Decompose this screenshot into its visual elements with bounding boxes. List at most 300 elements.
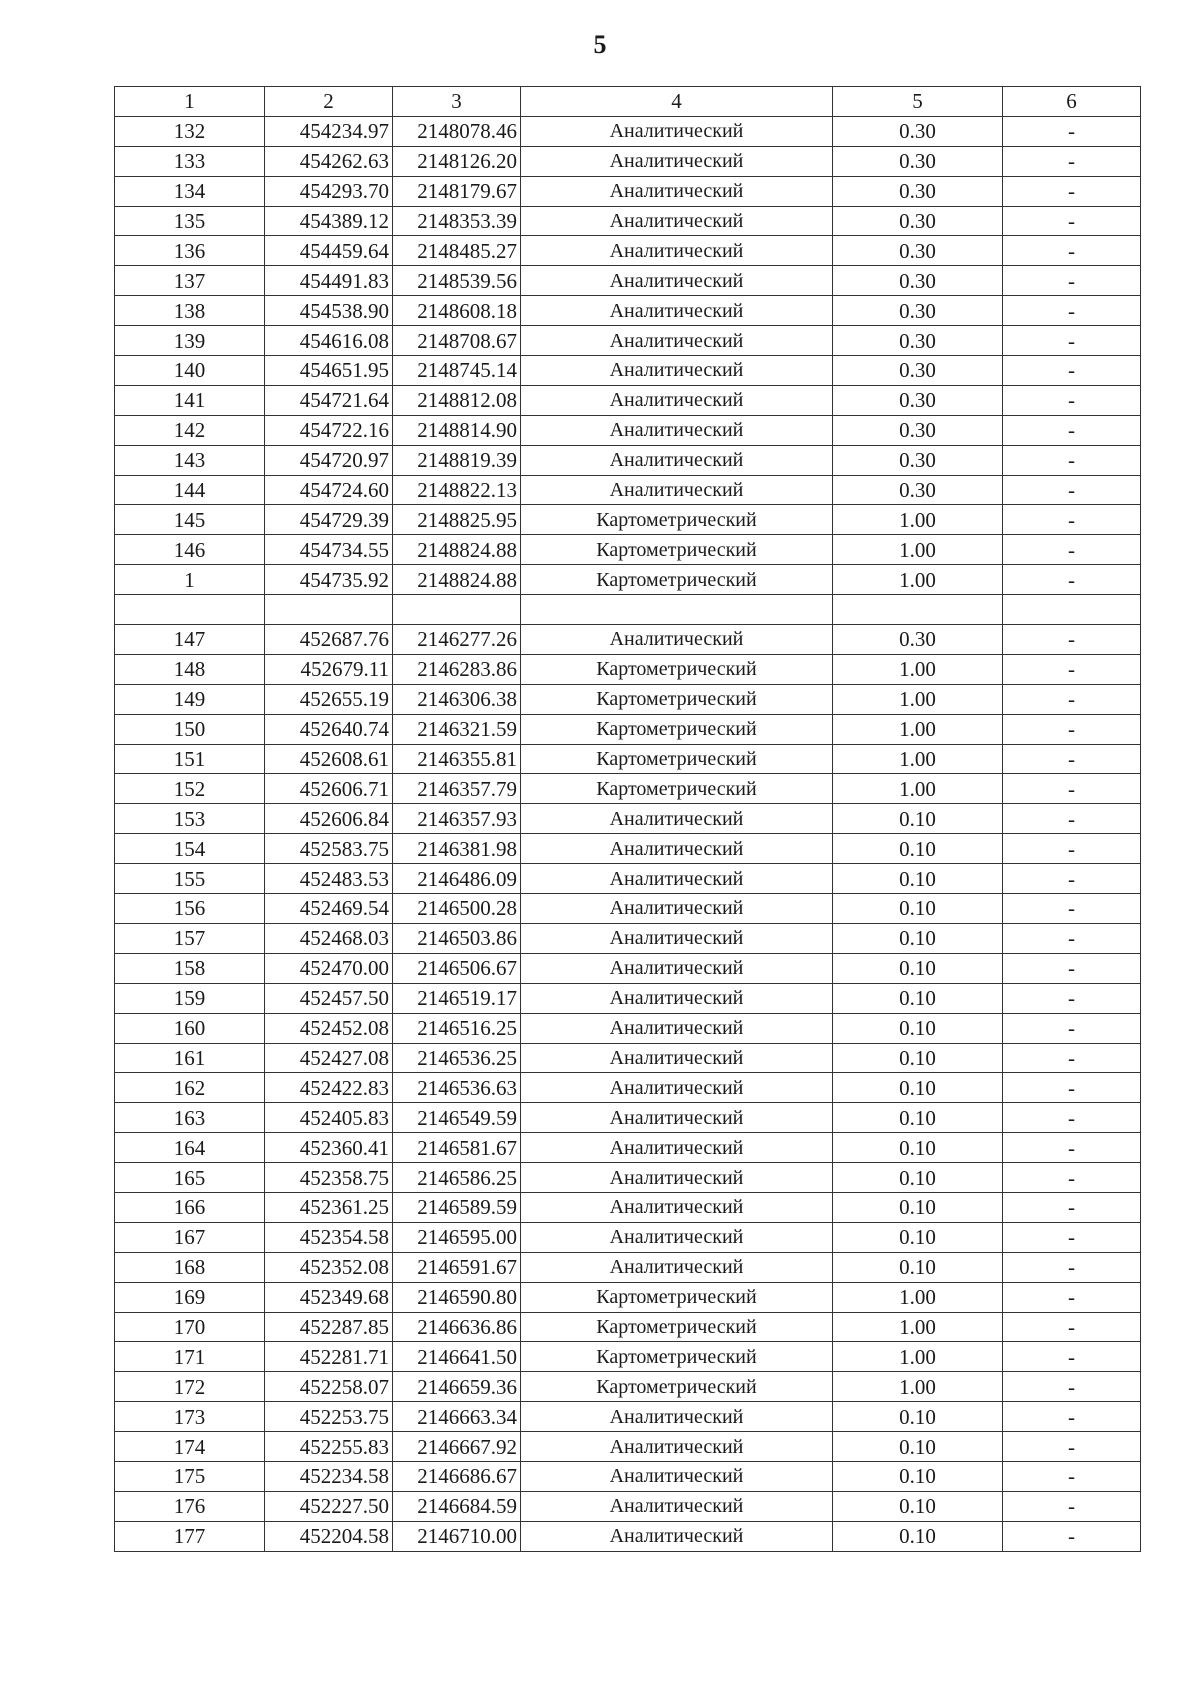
y-coordinate-cell: 2146486.09: [393, 864, 521, 894]
note-cell: -: [1003, 983, 1141, 1013]
point-number-cell: 143: [115, 445, 265, 475]
accuracy-cell: 0.10: [833, 894, 1003, 924]
accuracy-cell: 0.30: [833, 356, 1003, 386]
x-coordinate-cell: [265, 595, 393, 625]
point-number-cell: 139: [115, 326, 265, 356]
accuracy-cell: 0.30: [833, 146, 1003, 176]
table-row: [115, 1163, 1141, 1193]
x-coordinate-cell: 454616.08: [265, 326, 393, 356]
accuracy-cell: 0.10: [833, 1491, 1003, 1521]
y-coordinate-cell: 2148814.90: [393, 415, 521, 445]
accuracy-cell: 0.10: [833, 953, 1003, 983]
accuracy-cell: 0.10: [833, 1133, 1003, 1163]
table-row: [115, 684, 1141, 714]
x-coordinate-cell: 452405.83: [265, 1103, 393, 1133]
method-cell: Аналитический: [521, 296, 833, 326]
accuracy-cell: 0.10: [833, 1073, 1003, 1103]
table-row: [115, 236, 1141, 266]
table-row: [115, 1043, 1141, 1073]
method-cell: Аналитический: [521, 1043, 833, 1073]
note-cell: -: [1003, 1402, 1141, 1432]
point-number-cell: 151: [115, 744, 265, 774]
note-cell: -: [1003, 385, 1141, 415]
note-cell: -: [1003, 146, 1141, 176]
point-number-cell: 159: [115, 983, 265, 1013]
y-coordinate-cell: 2148824.88: [393, 535, 521, 565]
point-number-cell: 144: [115, 475, 265, 505]
method-cell: Аналитический: [521, 206, 833, 236]
method-cell: Аналитический: [521, 116, 833, 146]
y-coordinate-cell: 2148824.88: [393, 565, 521, 595]
x-coordinate-cell: 452427.08: [265, 1043, 393, 1073]
note-cell: -: [1003, 1043, 1141, 1073]
method-cell: Аналитический: [521, 1013, 833, 1043]
note-cell: -: [1003, 834, 1141, 864]
y-coordinate-cell: 2146516.25: [393, 1013, 521, 1043]
note-cell: -: [1003, 1342, 1141, 1372]
note-cell: -: [1003, 804, 1141, 834]
accuracy-cell: 0.10: [833, 1521, 1003, 1551]
x-coordinate-cell: 454293.70: [265, 176, 393, 206]
y-coordinate-cell: 2148745.14: [393, 356, 521, 386]
note-cell: -: [1003, 445, 1141, 475]
method-cell: Аналитический: [521, 894, 833, 924]
method-cell: Аналитический: [521, 1491, 833, 1521]
accuracy-cell: 1.00: [833, 1342, 1003, 1372]
method-cell: Аналитический: [521, 385, 833, 415]
x-coordinate-cell: 452483.53: [265, 864, 393, 894]
method-cell: Картометрический: [521, 535, 833, 565]
y-coordinate-cell: 2148825.95: [393, 505, 521, 535]
note-cell: -: [1003, 625, 1141, 655]
method-cell: Аналитический: [521, 1133, 833, 1163]
note-cell: -: [1003, 296, 1141, 326]
x-coordinate-cell: 452287.85: [265, 1312, 393, 1342]
table-row: [115, 953, 1141, 983]
table-row: [115, 1521, 1141, 1551]
header-col-3: 3: [393, 87, 521, 117]
point-number-cell: 175: [115, 1461, 265, 1491]
note-cell: -: [1003, 1282, 1141, 1312]
method-cell: Картометрический: [521, 505, 833, 535]
table-row: [115, 625, 1141, 655]
y-coordinate-cell: 2146591.67: [393, 1252, 521, 1282]
x-coordinate-cell: 452422.83: [265, 1073, 393, 1103]
point-number-cell: 169: [115, 1282, 265, 1312]
method-cell: [521, 595, 833, 625]
y-coordinate-cell: 2146581.67: [393, 1133, 521, 1163]
method-cell: Картометрический: [521, 1282, 833, 1312]
accuracy-cell: 0.30: [833, 625, 1003, 655]
point-number-cell: 172: [115, 1372, 265, 1402]
note-cell: -: [1003, 475, 1141, 505]
y-coordinate-cell: 2146357.93: [393, 804, 521, 834]
method-cell: Картометрический: [521, 565, 833, 595]
point-number-cell: 142: [115, 415, 265, 445]
note-cell: -: [1003, 1372, 1141, 1402]
table-row: [115, 1312, 1141, 1342]
table-row: [115, 1282, 1141, 1312]
note-cell: -: [1003, 356, 1141, 386]
x-coordinate-cell: 452258.07: [265, 1372, 393, 1402]
point-number-cell: 138: [115, 296, 265, 326]
x-coordinate-cell: 452354.58: [265, 1222, 393, 1252]
table-row: [115, 1491, 1141, 1521]
x-coordinate-cell: 452679.11: [265, 654, 393, 684]
coordinates-table: [114, 86, 1141, 1552]
note-cell: -: [1003, 923, 1141, 953]
accuracy-cell: 0.10: [833, 804, 1003, 834]
x-coordinate-cell: 452608.61: [265, 744, 393, 774]
table-row: [115, 1461, 1141, 1491]
y-coordinate-cell: 2146659.36: [393, 1372, 521, 1402]
y-coordinate-cell: 2148822.13: [393, 475, 521, 505]
table-row: [115, 595, 1141, 625]
x-coordinate-cell: 454459.64: [265, 236, 393, 266]
point-number-cell: 145: [115, 505, 265, 535]
note-cell: -: [1003, 1252, 1141, 1282]
method-cell: Картометрический: [521, 714, 833, 744]
accuracy-cell: 0.30: [833, 415, 1003, 445]
table-row: [115, 774, 1141, 804]
method-cell: Картометрический: [521, 654, 833, 684]
y-coordinate-cell: 2148819.39: [393, 445, 521, 475]
accuracy-cell: 0.30: [833, 445, 1003, 475]
y-coordinate-cell: 2146321.59: [393, 714, 521, 744]
method-cell: Картометрический: [521, 1312, 833, 1342]
table-row: [115, 1103, 1141, 1133]
table-row: [115, 983, 1141, 1013]
method-cell: Аналитический: [521, 1103, 833, 1133]
method-cell: Картометрический: [521, 774, 833, 804]
point-number-cell: 176: [115, 1491, 265, 1521]
x-coordinate-cell: 454720.97: [265, 445, 393, 475]
x-coordinate-cell: 452640.74: [265, 714, 393, 744]
x-coordinate-cell: 454538.90: [265, 296, 393, 326]
method-cell: Аналитический: [521, 1521, 833, 1551]
method-cell: Аналитический: [521, 834, 833, 864]
table-row: [115, 445, 1141, 475]
point-number-cell: 161: [115, 1043, 265, 1073]
accuracy-cell: 0.30: [833, 385, 1003, 415]
x-coordinate-cell: 452281.71: [265, 1342, 393, 1372]
header-col-4: 4: [521, 87, 833, 117]
point-number-cell: 154: [115, 834, 265, 864]
table-row: [115, 864, 1141, 894]
x-coordinate-cell: 452655.19: [265, 684, 393, 714]
y-coordinate-cell: 2146519.17: [393, 983, 521, 1013]
method-cell: Аналитический: [521, 1432, 833, 1462]
method-cell: Аналитический: [521, 864, 833, 894]
note-cell: -: [1003, 415, 1141, 445]
note-cell: -: [1003, 1013, 1141, 1043]
method-cell: Аналитический: [521, 1252, 833, 1282]
note-cell: -: [1003, 1103, 1141, 1133]
point-number-cell: [115, 595, 265, 625]
note-cell: -: [1003, 535, 1141, 565]
method-cell: Аналитический: [521, 266, 833, 296]
table-row: [115, 146, 1141, 176]
point-number-cell: 168: [115, 1252, 265, 1282]
accuracy-cell: 1.00: [833, 714, 1003, 744]
x-coordinate-cell: 452452.08: [265, 1013, 393, 1043]
y-coordinate-cell: 2146589.59: [393, 1192, 521, 1222]
table-row: [115, 565, 1141, 595]
table-row: [115, 804, 1141, 834]
method-cell: Картометрический: [521, 1372, 833, 1402]
accuracy-cell: 1.00: [833, 744, 1003, 774]
y-coordinate-cell: 2146686.67: [393, 1461, 521, 1491]
table-row: [115, 206, 1141, 236]
point-number-cell: 133: [115, 146, 265, 176]
point-number-cell: 162: [115, 1073, 265, 1103]
y-coordinate-cell: 2148078.46: [393, 116, 521, 146]
note-cell: -: [1003, 206, 1141, 236]
x-coordinate-cell: 452468.03: [265, 923, 393, 953]
y-coordinate-cell: 2148708.67: [393, 326, 521, 356]
table-row: [115, 326, 1141, 356]
y-coordinate-cell: 2146590.80: [393, 1282, 521, 1312]
y-coordinate-cell: 2146355.81: [393, 744, 521, 774]
note-cell: -: [1003, 565, 1141, 595]
y-coordinate-cell: 2146506.67: [393, 953, 521, 983]
x-coordinate-cell: 452361.25: [265, 1192, 393, 1222]
accuracy-cell: 1.00: [833, 535, 1003, 565]
point-number-cell: 173: [115, 1402, 265, 1432]
method-cell: Аналитический: [521, 1222, 833, 1252]
table-row: [115, 654, 1141, 684]
point-number-cell: 132: [115, 116, 265, 146]
table-row: [115, 894, 1141, 924]
method-cell: Аналитический: [521, 445, 833, 475]
accuracy-cell: 0.30: [833, 116, 1003, 146]
point-number-cell: 164: [115, 1133, 265, 1163]
x-coordinate-cell: 452204.58: [265, 1521, 393, 1551]
note-cell: -: [1003, 953, 1141, 983]
y-coordinate-cell: 2148608.18: [393, 296, 521, 326]
x-coordinate-cell: 454735.92: [265, 565, 393, 595]
note-cell: -: [1003, 1491, 1141, 1521]
accuracy-cell: 0.30: [833, 176, 1003, 206]
point-number-cell: 174: [115, 1432, 265, 1462]
point-number-cell: 157: [115, 923, 265, 953]
x-coordinate-cell: 452470.00: [265, 953, 393, 983]
table-row: [115, 1432, 1141, 1462]
note-cell: -: [1003, 894, 1141, 924]
method-cell: Аналитический: [521, 176, 833, 206]
y-coordinate-cell: 2146641.50: [393, 1342, 521, 1372]
method-cell: Аналитический: [521, 475, 833, 505]
method-cell: Аналитический: [521, 983, 833, 1013]
note-cell: -: [1003, 1222, 1141, 1252]
table-body: [115, 116, 1141, 1551]
accuracy-cell: 0.10: [833, 864, 1003, 894]
x-coordinate-cell: 454262.63: [265, 146, 393, 176]
method-cell: Аналитический: [521, 1073, 833, 1103]
header-col-5: 5: [833, 87, 1003, 117]
y-coordinate-cell: [393, 595, 521, 625]
header-col-2: 2: [265, 87, 393, 117]
point-number-cell: 135: [115, 206, 265, 236]
method-cell: Аналитический: [521, 953, 833, 983]
table-row: [115, 475, 1141, 505]
point-number-cell: 155: [115, 864, 265, 894]
note-cell: -: [1003, 1312, 1141, 1342]
note-cell: -: [1003, 236, 1141, 266]
accuracy-cell: 0.10: [833, 1252, 1003, 1282]
table-row: [115, 1402, 1141, 1432]
accuracy-cell: 0.10: [833, 1432, 1003, 1462]
y-coordinate-cell: 2146283.86: [393, 654, 521, 684]
table-row: [115, 296, 1141, 326]
y-coordinate-cell: 2148179.67: [393, 176, 521, 206]
x-coordinate-cell: 454722.16: [265, 415, 393, 445]
point-number-cell: 153: [115, 804, 265, 834]
point-number-cell: 163: [115, 1103, 265, 1133]
accuracy-cell: 0.10: [833, 1402, 1003, 1432]
method-cell: Картометрический: [521, 744, 833, 774]
x-coordinate-cell: 452687.76: [265, 625, 393, 655]
table-row: [115, 1372, 1141, 1402]
point-number-cell: 150: [115, 714, 265, 744]
point-number-cell: 1: [115, 565, 265, 595]
accuracy-cell: 0.10: [833, 923, 1003, 953]
point-number-cell: 136: [115, 236, 265, 266]
table-row: [115, 535, 1141, 565]
table-row: [115, 1342, 1141, 1372]
table-row: [115, 266, 1141, 296]
accuracy-cell: 0.30: [833, 475, 1003, 505]
table-row: [115, 415, 1141, 445]
page-number: 5: [593, 30, 607, 59]
table-row: [115, 1133, 1141, 1163]
point-number-cell: 170: [115, 1312, 265, 1342]
x-coordinate-cell: 452352.08: [265, 1252, 393, 1282]
y-coordinate-cell: 2146667.92: [393, 1432, 521, 1462]
point-number-cell: 147: [115, 625, 265, 655]
accuracy-cell: 0.10: [833, 1222, 1003, 1252]
note-cell: -: [1003, 176, 1141, 206]
x-coordinate-cell: 452253.75: [265, 1402, 393, 1432]
y-coordinate-cell: 2146536.25: [393, 1043, 521, 1073]
table-row: [115, 1073, 1141, 1103]
note-cell: [1003, 595, 1141, 625]
accuracy-cell: 1.00: [833, 505, 1003, 535]
method-cell: Аналитический: [521, 923, 833, 953]
table-row: [115, 744, 1141, 774]
note-cell: -: [1003, 744, 1141, 774]
accuracy-cell: 0.10: [833, 1192, 1003, 1222]
y-coordinate-cell: 2148126.20: [393, 146, 521, 176]
method-cell: Аналитический: [521, 146, 833, 176]
x-coordinate-cell: 452349.68: [265, 1282, 393, 1312]
note-cell: -: [1003, 1192, 1141, 1222]
header-col-6: 6: [1003, 87, 1141, 117]
y-coordinate-cell: 2146500.28: [393, 894, 521, 924]
method-cell: Картометрический: [521, 1342, 833, 1372]
accuracy-cell: 1.00: [833, 774, 1003, 804]
point-number-cell: 160: [115, 1013, 265, 1043]
accuracy-cell: 0.30: [833, 266, 1003, 296]
point-number-cell: 134: [115, 176, 265, 206]
note-cell: -: [1003, 1133, 1141, 1163]
x-coordinate-cell: 454389.12: [265, 206, 393, 236]
y-coordinate-cell: 2148812.08: [393, 385, 521, 415]
accuracy-cell: [833, 595, 1003, 625]
x-coordinate-cell: 454234.97: [265, 116, 393, 146]
point-number-cell: 165: [115, 1163, 265, 1193]
method-cell: Аналитический: [521, 1402, 833, 1432]
accuracy-cell: 0.10: [833, 1163, 1003, 1193]
x-coordinate-cell: 452255.83: [265, 1432, 393, 1462]
method-cell: Аналитический: [521, 236, 833, 266]
table-row: [115, 714, 1141, 744]
y-coordinate-cell: 2146357.79: [393, 774, 521, 804]
accuracy-cell: 1.00: [833, 684, 1003, 714]
y-coordinate-cell: 2146586.25: [393, 1163, 521, 1193]
accuracy-cell: 0.10: [833, 1461, 1003, 1491]
y-coordinate-cell: 2146306.38: [393, 684, 521, 714]
y-coordinate-cell: 2146536.63: [393, 1073, 521, 1103]
note-cell: -: [1003, 684, 1141, 714]
point-number-cell: 158: [115, 953, 265, 983]
y-coordinate-cell: 2146549.59: [393, 1103, 521, 1133]
accuracy-cell: 0.10: [833, 983, 1003, 1013]
note-cell: -: [1003, 1073, 1141, 1103]
y-coordinate-cell: 2146710.00: [393, 1521, 521, 1551]
y-coordinate-cell: 2146663.34: [393, 1402, 521, 1432]
accuracy-cell: 0.30: [833, 296, 1003, 326]
x-coordinate-cell: 452469.54: [265, 894, 393, 924]
table-row: [115, 116, 1141, 146]
note-cell: -: [1003, 505, 1141, 535]
method-cell: Аналитический: [521, 1192, 833, 1222]
point-number-cell: 152: [115, 774, 265, 804]
x-coordinate-cell: 452606.84: [265, 804, 393, 834]
x-coordinate-cell: 454651.95: [265, 356, 393, 386]
note-cell: -: [1003, 774, 1141, 804]
point-number-cell: 167: [115, 1222, 265, 1252]
point-number-cell: 141: [115, 385, 265, 415]
table-row: [115, 505, 1141, 535]
y-coordinate-cell: 2146684.59: [393, 1491, 521, 1521]
method-cell: Аналитический: [521, 326, 833, 356]
y-coordinate-cell: 2148485.27: [393, 236, 521, 266]
y-coordinate-cell: 2146381.98: [393, 834, 521, 864]
point-number-cell: 148: [115, 654, 265, 684]
table-row: [115, 834, 1141, 864]
method-cell: Аналитический: [521, 1163, 833, 1193]
y-coordinate-cell: 2148539.56: [393, 266, 521, 296]
accuracy-cell: 0.10: [833, 1103, 1003, 1133]
note-cell: -: [1003, 1432, 1141, 1462]
x-coordinate-cell: 452234.58: [265, 1461, 393, 1491]
x-coordinate-cell: 452606.71: [265, 774, 393, 804]
accuracy-cell: 1.00: [833, 1312, 1003, 1342]
accuracy-cell: 0.30: [833, 326, 1003, 356]
accuracy-cell: 0.30: [833, 206, 1003, 236]
accuracy-cell: 0.10: [833, 1013, 1003, 1043]
point-number-cell: 137: [115, 266, 265, 296]
x-coordinate-cell: 454734.55: [265, 535, 393, 565]
table-row: [115, 1013, 1141, 1043]
point-number-cell: 149: [115, 684, 265, 714]
accuracy-cell: 1.00: [833, 565, 1003, 595]
y-coordinate-cell: 2146503.86: [393, 923, 521, 953]
method-cell: Аналитический: [521, 1461, 833, 1491]
x-coordinate-cell: 454721.64: [265, 385, 393, 415]
note-cell: -: [1003, 326, 1141, 356]
